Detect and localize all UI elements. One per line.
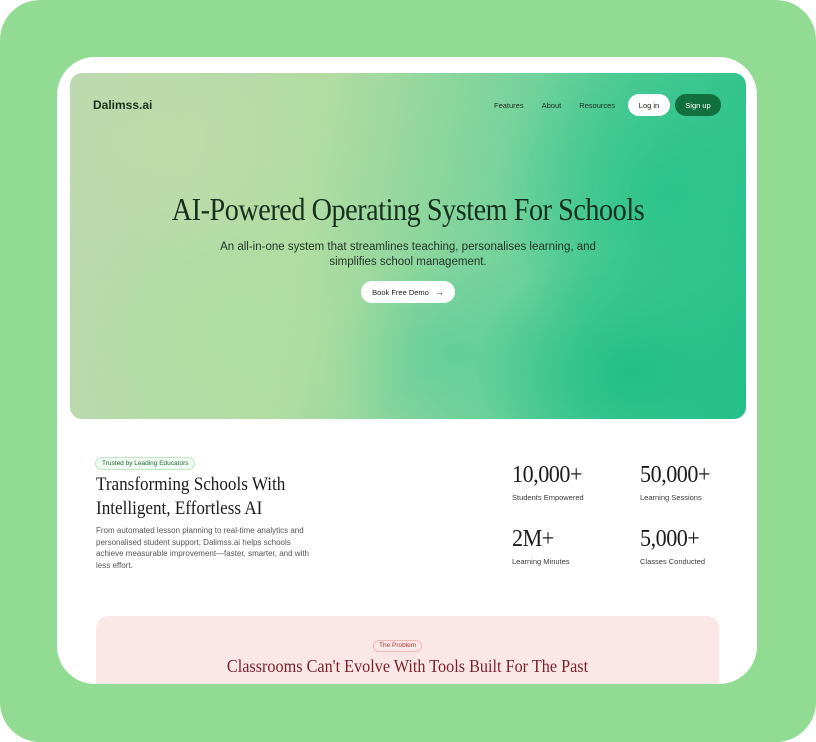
nav-link-about[interactable]: About: [541, 101, 562, 110]
stat-value: 50,000+: [640, 462, 710, 488]
hero-section: [70, 73, 746, 419]
nav-link-resources[interactable]: Resources: [579, 101, 616, 110]
stat-label: Classes Conducted: [640, 557, 706, 566]
signup-button[interactable]: Sign up: [675, 94, 721, 116]
book-demo-button[interactable]: [361, 281, 455, 303]
logo[interactable]: Dalimss.ai: [93, 98, 153, 112]
stat-sessions: [640, 462, 716, 502]
nav-links: [494, 101, 633, 110]
stat-label: Learning Sessions: [640, 493, 702, 502]
login-button[interactable]: Log in: [628, 94, 670, 116]
stat-minutes: [512, 526, 570, 566]
stat-value: 5,000+: [640, 526, 700, 552]
hero-title: AI-Powered Operating System For Schools: [171, 191, 645, 227]
hero-subtitle: An all-in-one system that streamlines teaching, personalises learning, and simplifies school management.: [220, 241, 596, 268]
stat-value: 2M+: [512, 526, 554, 552]
stat-label: Students Empowered: [512, 493, 584, 502]
trusted-badge: Trusted by Leading Educators: [95, 457, 195, 470]
problem-badge: The Problem: [373, 640, 422, 652]
problem-section: [96, 616, 719, 684]
stat-value: 10,000+: [512, 462, 582, 488]
stat-label: Learning Minutes: [512, 557, 570, 566]
section-title: Transforming Schools With Intelligent, Effortless AI: [96, 474, 286, 519]
nav-link-features[interactable]: Features: [494, 101, 524, 110]
book-demo-label: Book Free Demo: [372, 287, 429, 297]
section-description: From automated lesson planning to real-time analytics and personalised student support, Dalimss.ai helps schools achieve measurable improvement—faster, smarter, and with less effort.: [96, 526, 309, 570]
problem-title: Classrooms Can't Evolve With Tools Built For The Past: [226, 656, 589, 676]
stat-classes: [640, 526, 705, 566]
stat-students: [512, 462, 588, 502]
browser-frame: [57, 57, 757, 684]
arrow-right-icon: →: [434, 287, 444, 297]
